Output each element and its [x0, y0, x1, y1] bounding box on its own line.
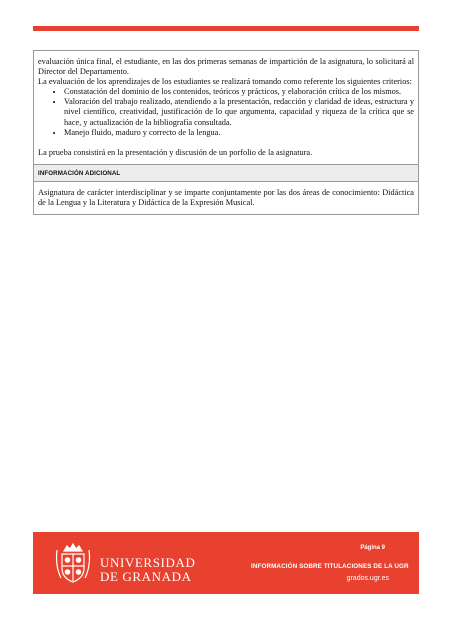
evaluation-paragraph-1: evaluación única final, el estudiante, en las dos primeras semanas de impartición de la asignatura, lo solicitará al Director del Departamento. — [38, 57, 414, 77]
page-number: Página 9 — [360, 545, 385, 551]
additional-info-text: Asignatura de carácter interdisciplinar y se imparte conjuntamente por las dos áreas de conocimiento: Didáctica de la Lengua y la Literatura y Didáctica de la Expresión Musical. — [38, 187, 414, 207]
university-seal-icon — [55, 540, 91, 588]
university-name — [100, 556, 195, 584]
university-name-line1: UNIVERSIDAD — [100, 555, 196, 570]
university-name-line2: DE GRANADA — [100, 569, 192, 584]
evaluation-paragraph-3: La prueba consistirá en la presentación y discusión de un porfolio de la asignatura. — [38, 147, 313, 157]
criteria-list — [38, 87, 414, 137]
criteria-item: • Valoración del trabajo realizado, atendiendo a la presentación, redacción y claridad de ideas, estructura y nivel científico, creatividad, justificación de lo que argumenta, capacidad y riqueza de la crítica que se hace, y actualización de la bibliografía consultada. — [64, 97, 414, 127]
additional-info-section — [34, 182, 418, 214]
evaluation-paragraph-2: La evaluación de los aprendizajes de los estudiantes se realizará tomando como referente los siguientes criterios: — [38, 77, 412, 87]
titulaciones-info-title: INFORMACIÓN SOBRE TITULACIONES DE LA UGR — [251, 563, 409, 570]
criteria-item: • Constatación del dominio de los contenidos, teóricos y prácticos, y elaboración crítica de los mismos. — [64, 87, 414, 97]
grados-link[interactable]: grados.ugr.es — [346, 575, 389, 582]
content-table — [33, 50, 419, 215]
footer-bar — [33, 532, 419, 594]
criteria-item: • Manejo fluido, maduro y correcto de la lengua. — [64, 128, 414, 138]
additional-info-heading: INFORMACIÓN ADICIONAL — [34, 164, 418, 182]
evaluation-section — [34, 51, 418, 164]
top-accent-bar — [33, 26, 419, 31]
